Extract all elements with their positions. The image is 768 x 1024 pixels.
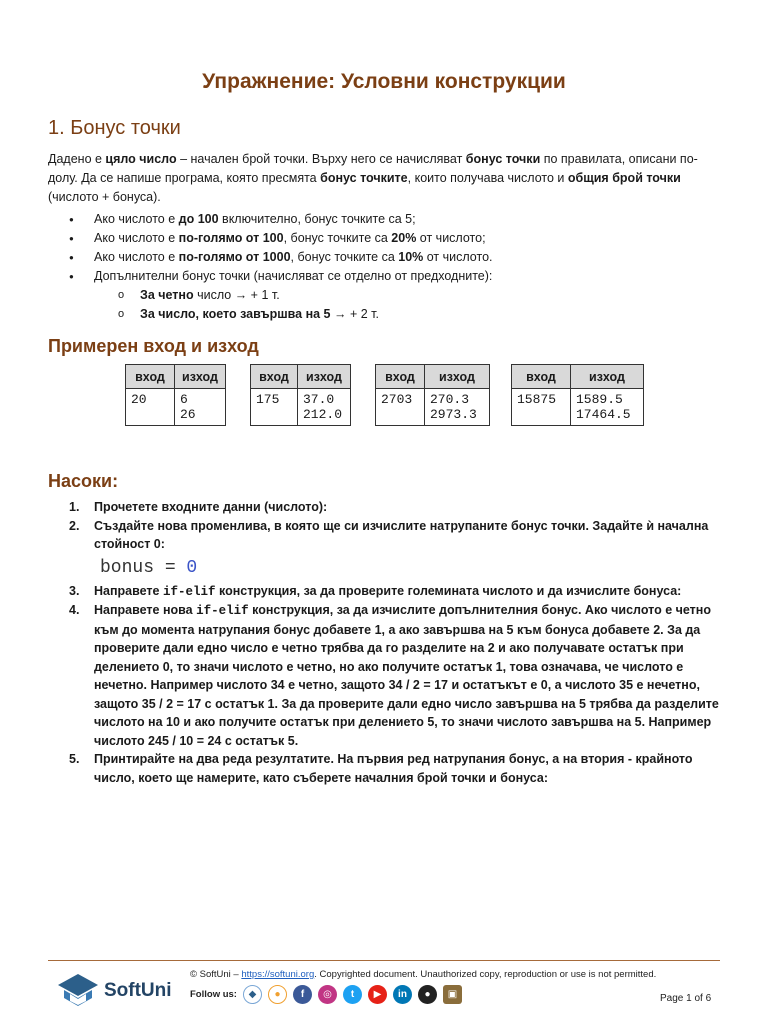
softuni-logo-icon bbox=[58, 974, 98, 1006]
table-row bbox=[512, 389, 644, 426]
follow-us-label: Follow us: bbox=[190, 989, 237, 1000]
list-item: ● Ако числото е до 100 включително, бонус точките са 5; bbox=[66, 210, 716, 229]
example-table-3 bbox=[375, 364, 490, 426]
list-item: o За четно число → + 1 т. bbox=[94, 286, 716, 305]
social-icons bbox=[243, 985, 462, 1004]
code-snippet: bonus = 0 bbox=[100, 557, 198, 578]
softuni-link[interactable]: https://softuni.org bbox=[241, 969, 315, 980]
linkedin-icon[interactable]: in bbox=[393, 985, 412, 1004]
softuni-icon[interactable]: ◆ bbox=[243, 985, 262, 1004]
list-item: o За число, което завършва на 5 → + 2 т. bbox=[94, 305, 716, 324]
footer-divider bbox=[48, 960, 720, 961]
list-item: 1. Прочетете входните данни (числото): bbox=[69, 500, 328, 514]
sub-list bbox=[94, 286, 716, 324]
twitter-icon[interactable]: t bbox=[343, 985, 362, 1004]
output-cell: 1589.5 17464.5 bbox=[571, 389, 644, 426]
output-cell: 37.0 212.0 bbox=[298, 389, 351, 426]
input-cell: 15875 bbox=[512, 389, 571, 426]
col-header-input: вход bbox=[126, 365, 175, 389]
table-row bbox=[376, 389, 490, 426]
table-row bbox=[251, 389, 351, 426]
input-cell: 175 bbox=[251, 389, 298, 426]
github-icon[interactable]: ● bbox=[418, 985, 437, 1004]
page-title: Упражнение: Условни конструкции bbox=[202, 70, 566, 93]
col-header-output: изход bbox=[571, 365, 644, 389]
col-header-output: изход bbox=[298, 365, 351, 389]
example-table-4 bbox=[511, 364, 644, 426]
examples-heading: Примерен вход и изход bbox=[48, 336, 259, 356]
output-cell: 6 26 bbox=[175, 389, 226, 426]
example-table-2 bbox=[250, 364, 351, 426]
example-table-1 bbox=[125, 364, 226, 426]
book-icon[interactable]: ▣ bbox=[443, 985, 462, 1004]
page-number: Page 1 of 6 bbox=[660, 993, 712, 1004]
hints-steps bbox=[48, 498, 720, 787]
table-row bbox=[126, 389, 226, 426]
rules-list bbox=[66, 210, 716, 324]
facebook-icon[interactable]: f bbox=[293, 985, 312, 1004]
output-cell: 270.3 2973.3 bbox=[425, 389, 490, 426]
list-item: ● Допълнителни бонус точки (начисляват се отделно от предходните): o За четно число → + 1 т. o За число, което завършва на 5 → + 2 т. bbox=[66, 267, 716, 324]
col-header-output: изход bbox=[425, 365, 490, 389]
list-item: ● Ако числото е по-голямо от 1000, бонус точките са 10% от числото. bbox=[66, 248, 716, 267]
col-header-input: вход bbox=[512, 365, 571, 389]
instagram-icon[interactable]: ◎ bbox=[318, 985, 337, 1004]
col-header-output: изход bbox=[175, 365, 226, 389]
copyright-text: © SoftUni – https://softuni.org. Copyrighted document. Unauthorized copy, reproduction or use is not permitted. bbox=[190, 969, 657, 980]
youtube-icon[interactable]: ▶ bbox=[368, 985, 387, 1004]
input-cell: 2703 bbox=[376, 389, 425, 426]
col-header-input: вход bbox=[251, 365, 298, 389]
list-item: 5. Принтирайте на два реда резултатите. На първия ред натрупания бонус, а на втория - крайното число, което ще намерите, като съберете началния брой точки и бонуса: bbox=[69, 752, 693, 785]
col-header-input: вход bbox=[376, 365, 425, 389]
hints-heading: Насоки: bbox=[48, 471, 119, 491]
list-item: 3. Направете if-elif конструкция, за да проверите големината числото и да изчислите бонуса: bbox=[69, 583, 682, 599]
input-cell: 20 bbox=[126, 389, 175, 426]
intro-paragraph: Дадено е цяло число – начален брой точки. Върху него се начисляват бонус точки по правилата, описани по-долу. Да се напише програма, която пресмята бонус точките, които получава числото и общия брой точки (числото + бонуса). bbox=[48, 152, 698, 204]
creative-icon[interactable]: ● bbox=[268, 985, 287, 1004]
list-item: 4. Направете нова if-elif конструкция, за да изчислите допълнителния бонус. Ако числото е четно към до момента натрупания бонус добавете 1, а ако завършва на 5 към бонуса добавете 2. За да проверите дали едно число е четно трябва да го разделите на 2 и ако получавате остатък при делението 0, то значи числото е четно, но ако получите остатък 1, това означава, че числото е нечетно. Например числото 34 е четно, защото 34 / 2 = 17 и остатъкът е 0, а числото 35 е нечетно, защото 35 / 2 = 17 с остатък 1. За да проверите дали едно число завършва на 5 трябва да разделите числото на 10 и ако получите остатък при делението 5, то значи числото завършва на 5. Например числото 245 / 10 = 24 с остатък 5. bbox=[69, 603, 719, 748]
list-item: ● Ако числото е по-голямо от 100, бонус точките са 20% от числото; bbox=[66, 229, 716, 248]
logo-text: SoftUni bbox=[104, 980, 172, 1001]
list-item: 2. Създайте нова променлива, в която ще си изчислите натрупаните бонус точки. Задайте ѝ начална стойност 0: bonus = 0 bbox=[48, 517, 720, 582]
section-heading-bonus-points: 1. Бонус точки bbox=[48, 117, 181, 139]
